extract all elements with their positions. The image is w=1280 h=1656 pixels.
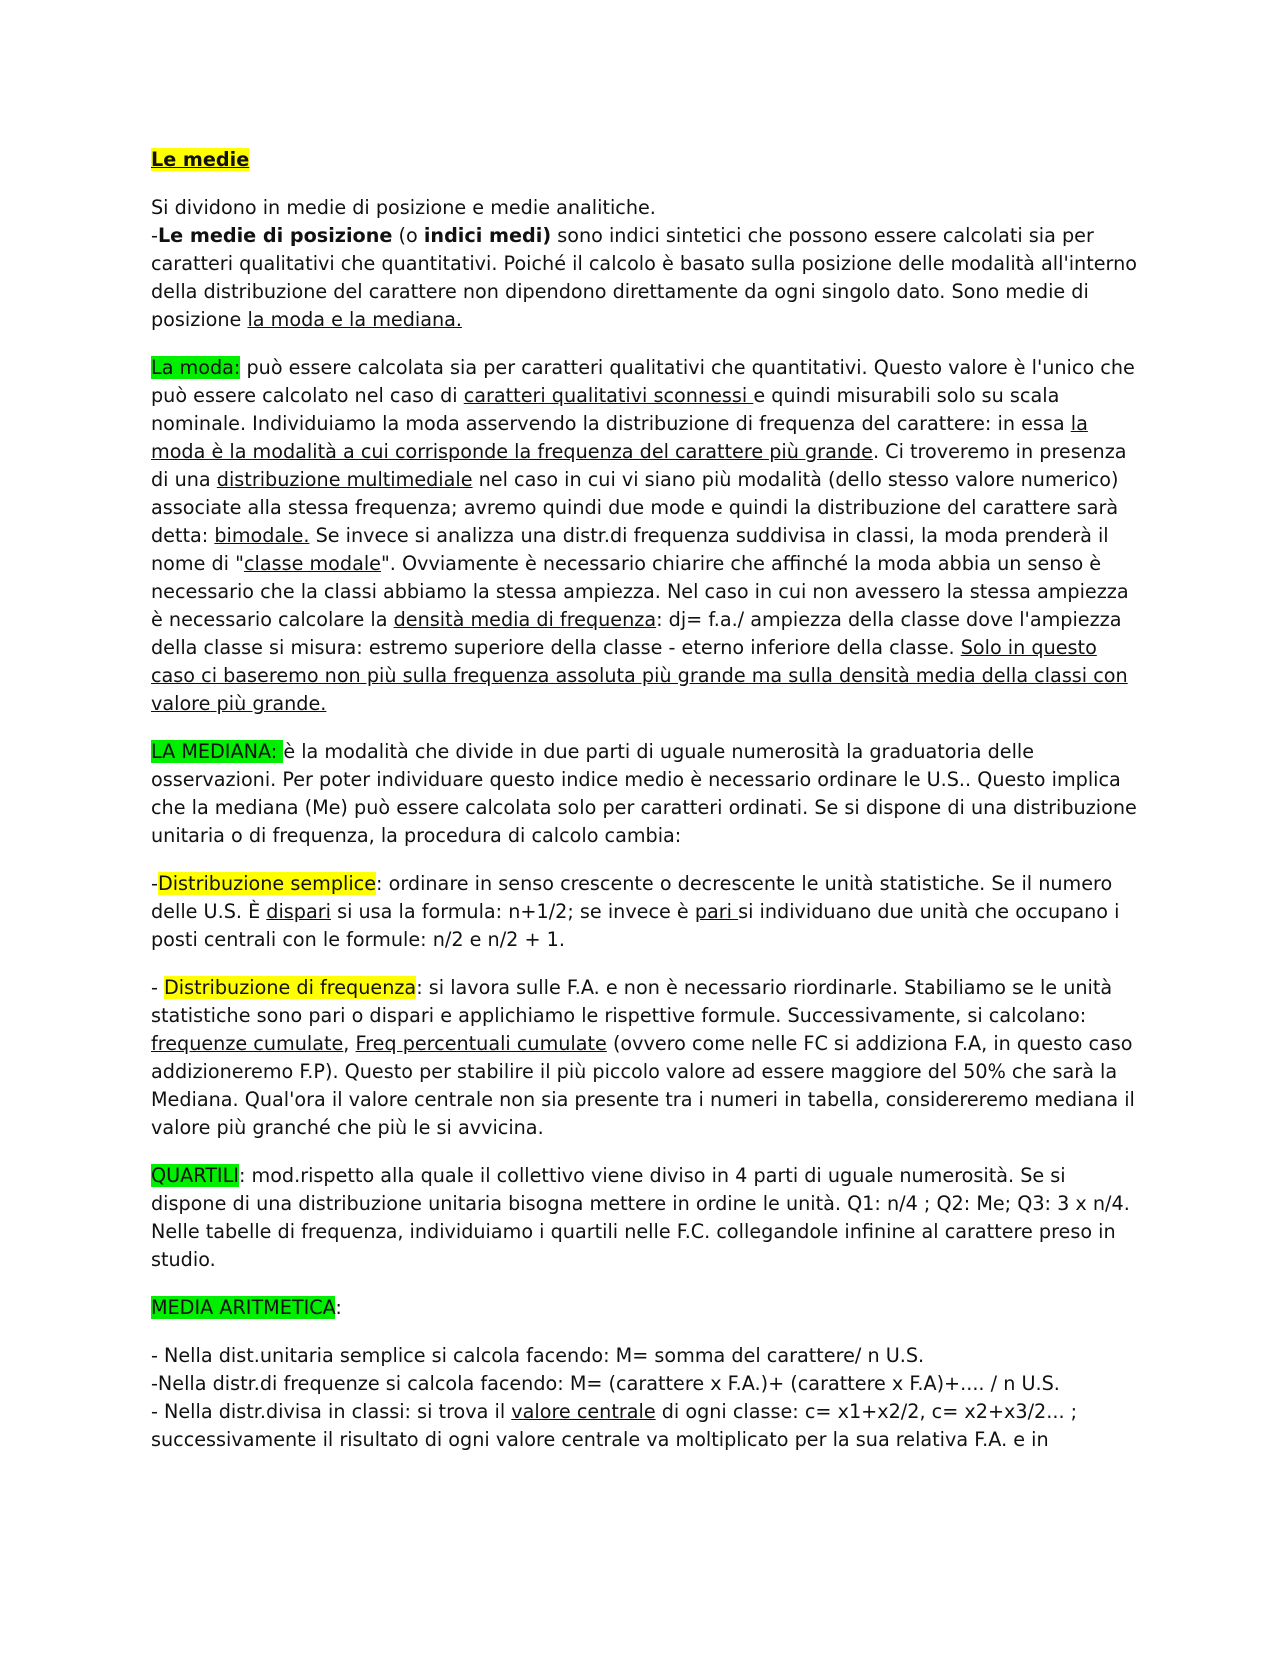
mediana-label: LA MEDIANA: <box>151 740 284 763</box>
frequenza-u1: frequenze cumulate <box>151 1032 344 1055</box>
intro-line: Si dividono in medie di posizione e medie analitiche. <box>151 196 656 219</box>
moda-label: La moda: <box>151 356 241 379</box>
document-page <box>151 146 1141 1454</box>
semplice-t2: si usa la formula: n+1/2; se invece è <box>330 900 695 923</box>
semplice-u2: pari <box>694 900 739 923</box>
frequenza-label: Distribuzione di frequenza <box>164 976 417 999</box>
media-paragraph <box>151 1342 1141 1454</box>
semplice-dash: - <box>151 872 158 895</box>
moda-u2: la moda è la modalità a cui corrisponde la frequenza del carattere più grande <box>151 412 1088 463</box>
frequenza-t1: : si lavora sulle F.A. e non è necessario riordinarle. Stabiliamo se le unità statistiche sono pari o dispari e applichiamo le rispettive formule. Successivamente, si calcolano: <box>151 976 1113 1027</box>
moda-t2: e quindi misurabili solo su scala nominale. Individuiamo la moda asservendo la distribuzione di frequenza del carattere: in essa <box>151 384 1071 435</box>
media-line-3u: valore centrale <box>511 1400 656 1423</box>
pos-dash: - <box>151 224 158 247</box>
moda-u3: distribuzione multimediale <box>216 468 473 491</box>
pos-underline: la moda e la mediana. <box>247 308 462 331</box>
moda-t1: può essere calcolata sia per caratteri qualitativi che quantitativi. Questo valore è l'unico che può essere calcolato nel caso di <box>151 356 1135 407</box>
moda-u6: densità media di frequenza <box>393 608 657 631</box>
pos-text-d: sono indici sintetici che possono essere calcolati sia per caratteri qualitativi che quantitativi. Poiché il calcolo è basato sulla posizione delle modalità all'interno della distribuzione del carattere non dipendono direttamente da ogni singolo dato. Sono medie di posizione <box>151 224 1137 331</box>
media-line-3b: di ogni classe: c= x1+x2/2, c= x2+x3/2... ; successivamente il risultato di ogni valore centrale va moltiplicato per la sua relativa F.A. e in <box>151 1400 1078 1451</box>
moda-t4: nel caso in cui vi siano più modalità (dello stesso valore numerico) associate alla stessa frequenza; avremo quindi due mode e quindi la distribuzione del carattere sarà detta: <box>151 468 1119 547</box>
moda-u7: Solo in questo caso ci baseremo non più sulla frequenza assoluta più grande ma sulla densità media della classi con valore più grande. <box>151 636 1128 715</box>
title-text: Le medie <box>151 148 250 171</box>
media-colon: : <box>335 1296 342 1319</box>
intro-paragraph <box>151 194 1141 334</box>
frequenza-dash: - <box>151 976 165 999</box>
moda-t3: . Ci troveremo in presenza di una <box>151 440 1127 491</box>
moda-u1: caratteri qualitativi sconnessi <box>463 384 754 407</box>
media-line-2: -Nella distr.di frequenze si calcola facendo: M= (carattere x F.A.)+ (carattere x F.A)+.... / n U.S. <box>151 1372 1060 1395</box>
frequenza-t3: (ovvero come nelle FC si addiziona F.A, in questo caso addizioneremo F.P). Questo per stabilire il più piccolo valore ad essere maggiore del 50% che sarà la Mediana. Qual'ora il valore centrale non sia presente tra i numeri in tabella, considereremo mediana il valore più granché che più le si avvicina. <box>151 1032 1135 1139</box>
quartili-paragraph <box>151 1162 1141 1274</box>
moda-t7: : dj= f.a./ ampiezza della classe dove l'ampiezza della classe si misura: estremo superiore della classe - eterno inferiore della classe. <box>151 608 1122 659</box>
media-heading <box>151 1294 1141 1322</box>
frequenza-u2: Freq percentuali cumulate <box>355 1032 607 1055</box>
semplice-t1: : ordinare in senso crescente o decrescente le unità statistiche. Se il numero delle U.S. È <box>151 872 1113 923</box>
frequenza-t2: , <box>343 1032 356 1055</box>
moda-u4: bimodale. <box>214 524 310 547</box>
mediana-paragraph <box>151 738 1141 850</box>
semplice-paragraph <box>151 870 1141 954</box>
media-line-1: - Nella dist.unitaria semplice si calcola facendo: M= somma del carattere/ n U.S. <box>151 1344 925 1367</box>
quartili-t1: : mod.rispetto alla quale il collettivo viene diviso in 4 parti di uguale numerosità. Se si dispone di una distribuzione unitaria bisogna mettere in ordine le unità. Q1: n/4 ; Q2: Me; Q3: 3 x n/4. Nelle tabelle di frequenza, individuiamo i quartili nelle F.C. collegandole infinine al carattere preso in studio. <box>151 1164 1130 1271</box>
semplice-t3: si individuano due unità che occupano i posti centrali con le formule: n/2 e n/2 + 1. <box>151 900 1120 951</box>
semplice-u1: dispari <box>266 900 331 923</box>
moda-t5: Se invece si analizza una distr.di frequenza suddivisa in classi, la moda prenderà il nome di " <box>151 524 1109 575</box>
media-label: MEDIA ARITMETICA <box>151 1296 336 1319</box>
frequenza-paragraph <box>151 974 1141 1142</box>
quartili-label: QUARTILI <box>151 1164 239 1187</box>
title <box>151 146 1141 174</box>
pos-bold-2: indici medi) <box>423 224 552 247</box>
moda-u5: classe modale <box>243 552 381 575</box>
moda-paragraph <box>151 354 1141 718</box>
pos-bold-1: Le medie di posizione <box>157 224 393 247</box>
semplice-label: Distribuzione semplice <box>157 872 377 895</box>
moda-t6: ". Ovviamente è necessario chiarire che affinché la moda abbia un senso è necessario che la classi abbiamo la stessa ampiezza. Nel caso in cui non avessero la stessa ampiezza è necessario calcolare la <box>151 552 1129 631</box>
pos-text-c: (o <box>392 224 424 247</box>
mediana-t1: è la modalità che divide in due parti di uguale numerosità la graduatoria delle osservazioni. Per poter individuare questo indice medio è necessario ordinare le U.S.. Questo implica che la mediana (Me) può essere calcolata solo per caratteri ordinati. Se si dispone di una distribuzione unitaria o di frequenza, la procedura di calcolo cambia: <box>151 740 1137 847</box>
media-line-3a: - Nella distr.divisa in classi: si trova il <box>151 1400 512 1423</box>
